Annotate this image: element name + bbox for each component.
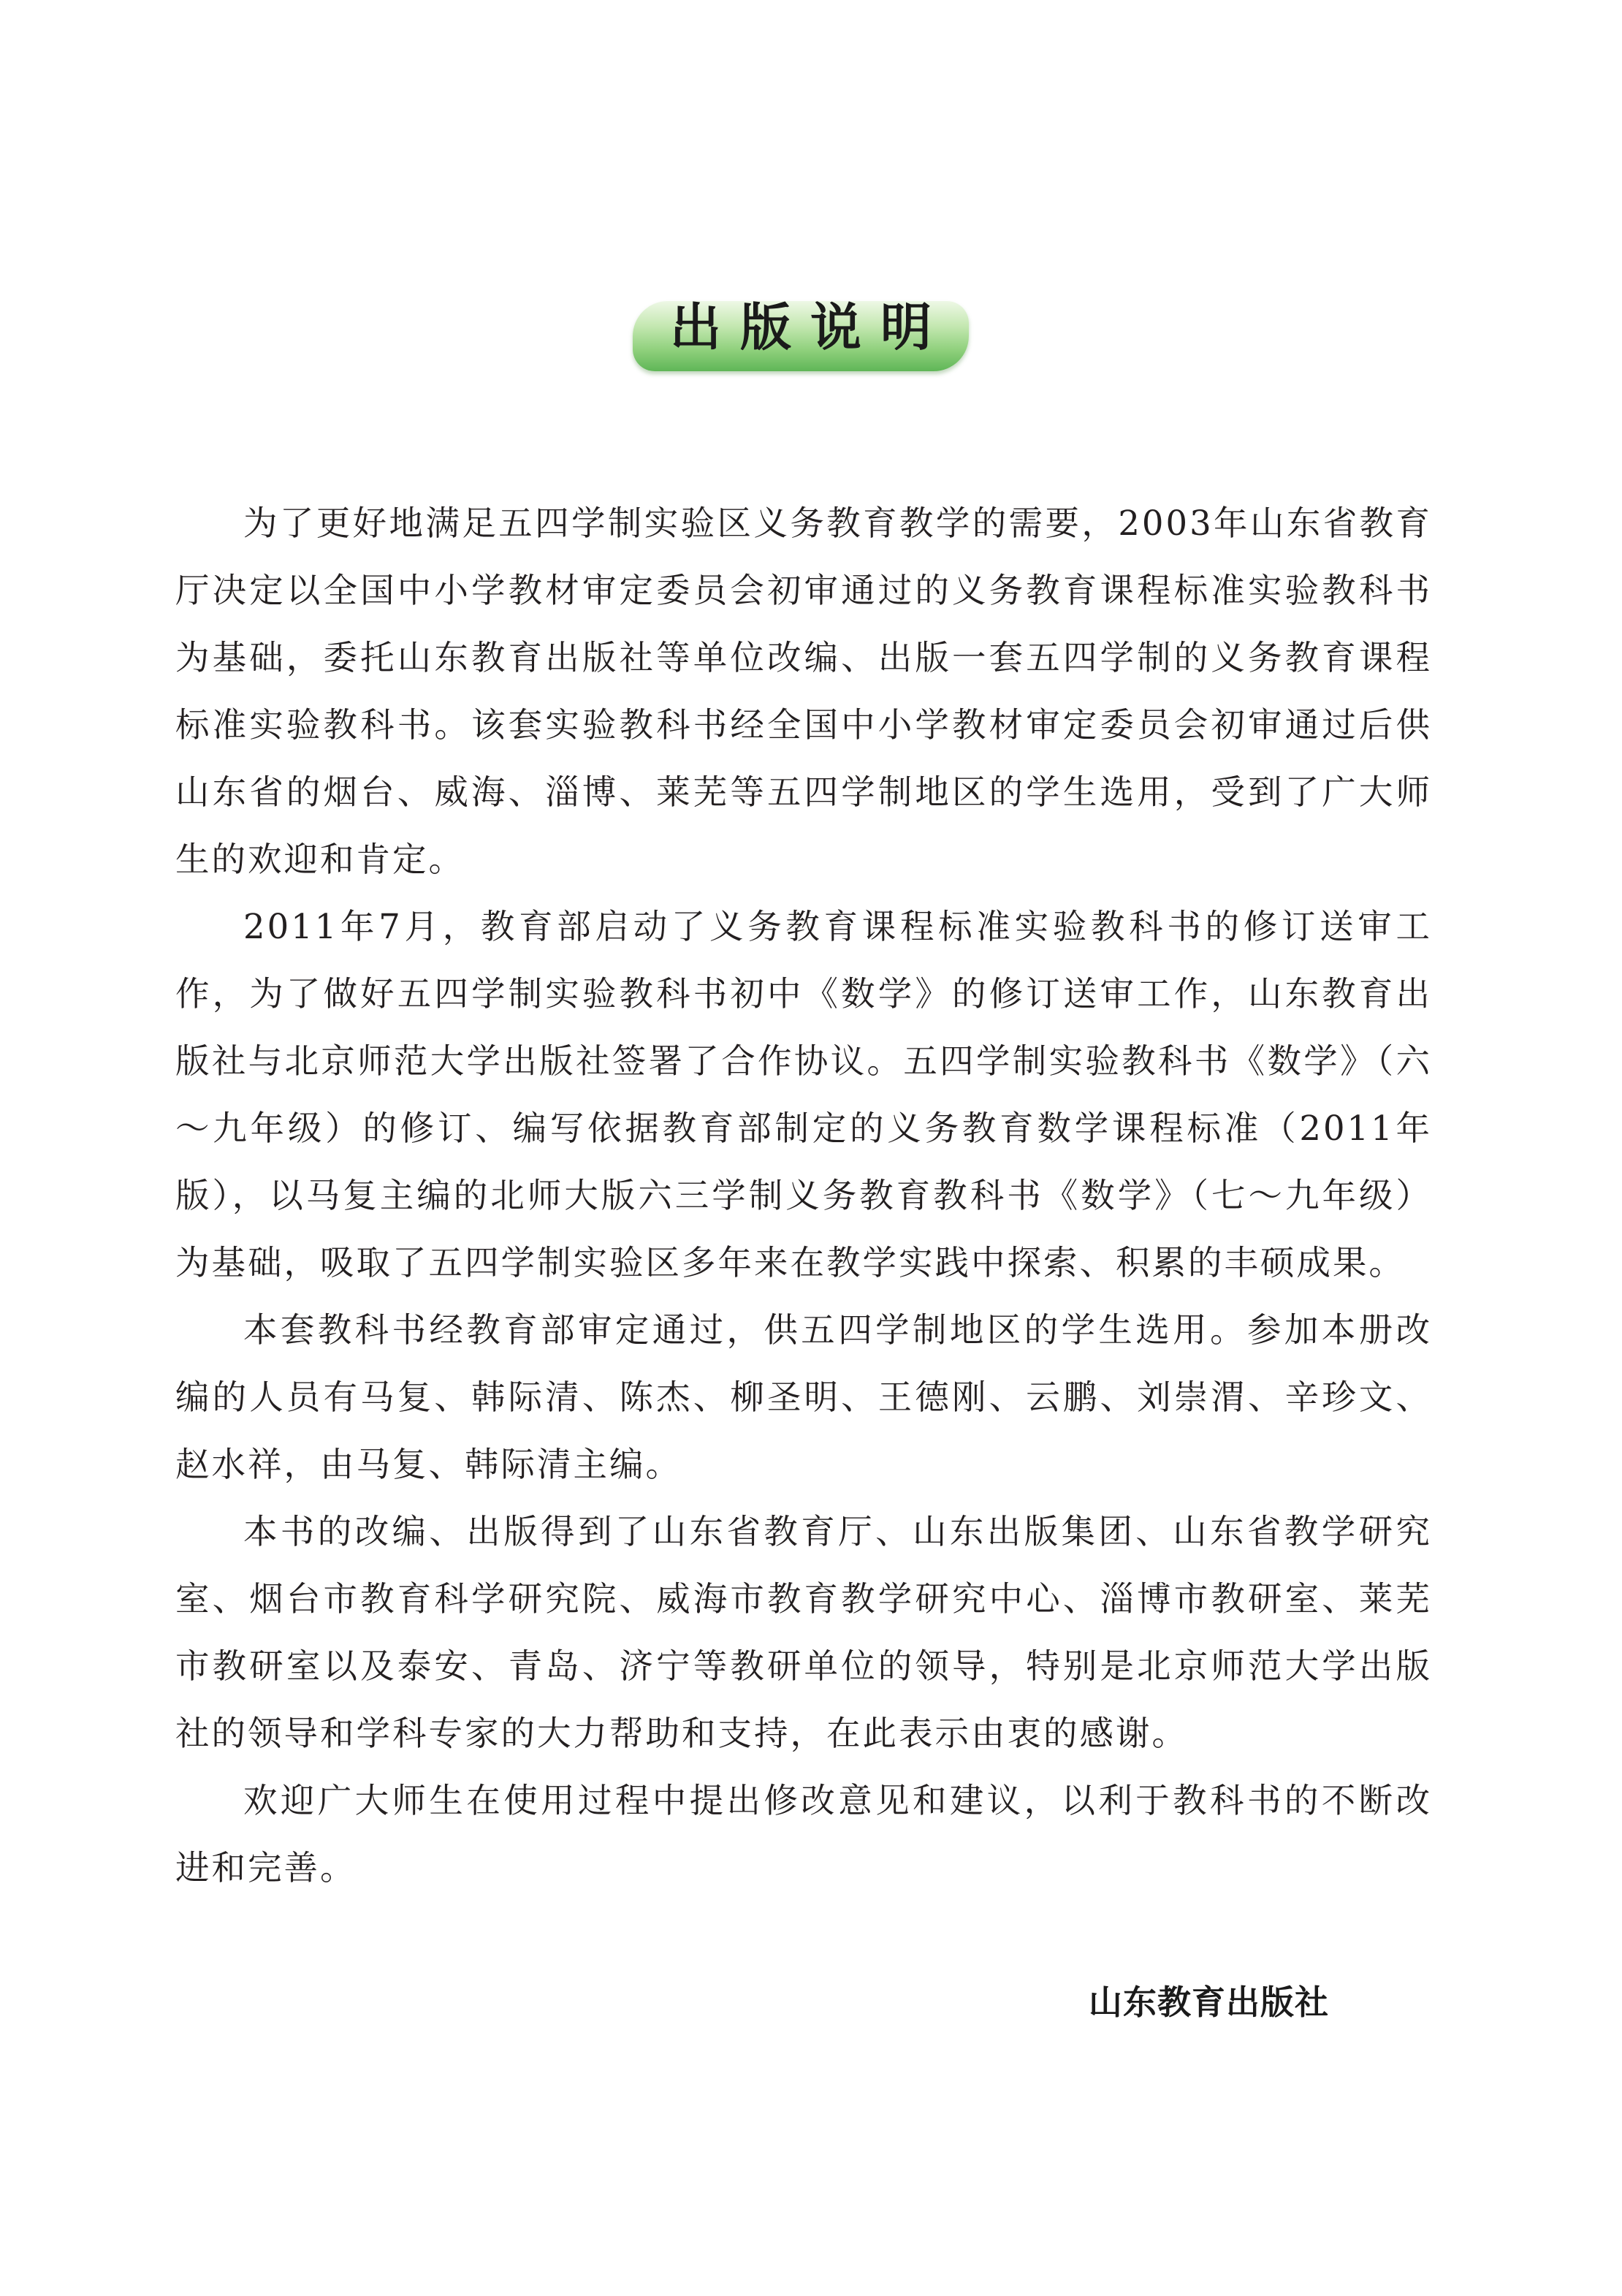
title-banner — [633, 291, 969, 373]
paragraph-1: 为了更好地满足五四学制实验区义务教育教学的需要，2003年山东省教育厅决定以全国中小学教材审定委员会初审通过的义务教育课程标准实验教科书为基础，委托山东教育出版社等单位改编、出版一套五四学制的义务教育课程标准实验教科书。该套实验教科书经全国中小学教材审定委员会初审通过后供山东省的烟台、威海、淄博、莱芜等五四学制地区的学生选用，受到了广大师生的欢迎和肯定。 — [175, 503, 1432, 879]
publisher-signature: 山东教育出版社 — [1089, 1983, 1329, 2022]
preface-body — [175, 490, 1432, 1901]
page-title: 出版说明 — [670, 297, 951, 357]
paragraph-2: 2011年7月，教育部启动了义务教育课程标准实验教科书的修订送审工作，为了做好五四学制实验教科书初中《数学》的修订送审工作，山东教育出版社与北京师范大学出版社签署了合作协议。五四学制实验教科书《数学》（六～九年级）的修订、编写依据教育部制定的义务教育数学课程标准（2011年版），以马复主编的北师大版六三学制义务教育教科书《数学》（七～九年级）为基础，吸取了五四学制实验区多年来在教学实践中探索、积累的丰硕成果。 — [175, 907, 1432, 1282]
paragraph-3: 本套教科书经教育部审定通过，供五四学制地区的学生选用。参加本册改编的人员有马复、韩际清、陈杰、柳圣明、王德刚、云鹏、刘崇渭、辛珍文、赵水祥，由马复、韩际清主编。 — [175, 1310, 1432, 1484]
paragraph-5: 欢迎广大师生在使用过程中提出修改意见和建议，以利于教科书的不断改进和完善。 — [175, 1781, 1432, 1888]
paragraph-4: 本书的改编、出版得到了山东省教育厅、山东出版集团、山东省教学研究室、烟台市教育科学研究院、威海市教育教学研究中心、淄博市教研室、莱芜市教研室以及泰安、青岛、济宁等教研单位的领导，特别是北京师范大学出版社的领导和学科专家的大力帮助和支持，在此表示由衷的感谢。 — [175, 1512, 1432, 1753]
